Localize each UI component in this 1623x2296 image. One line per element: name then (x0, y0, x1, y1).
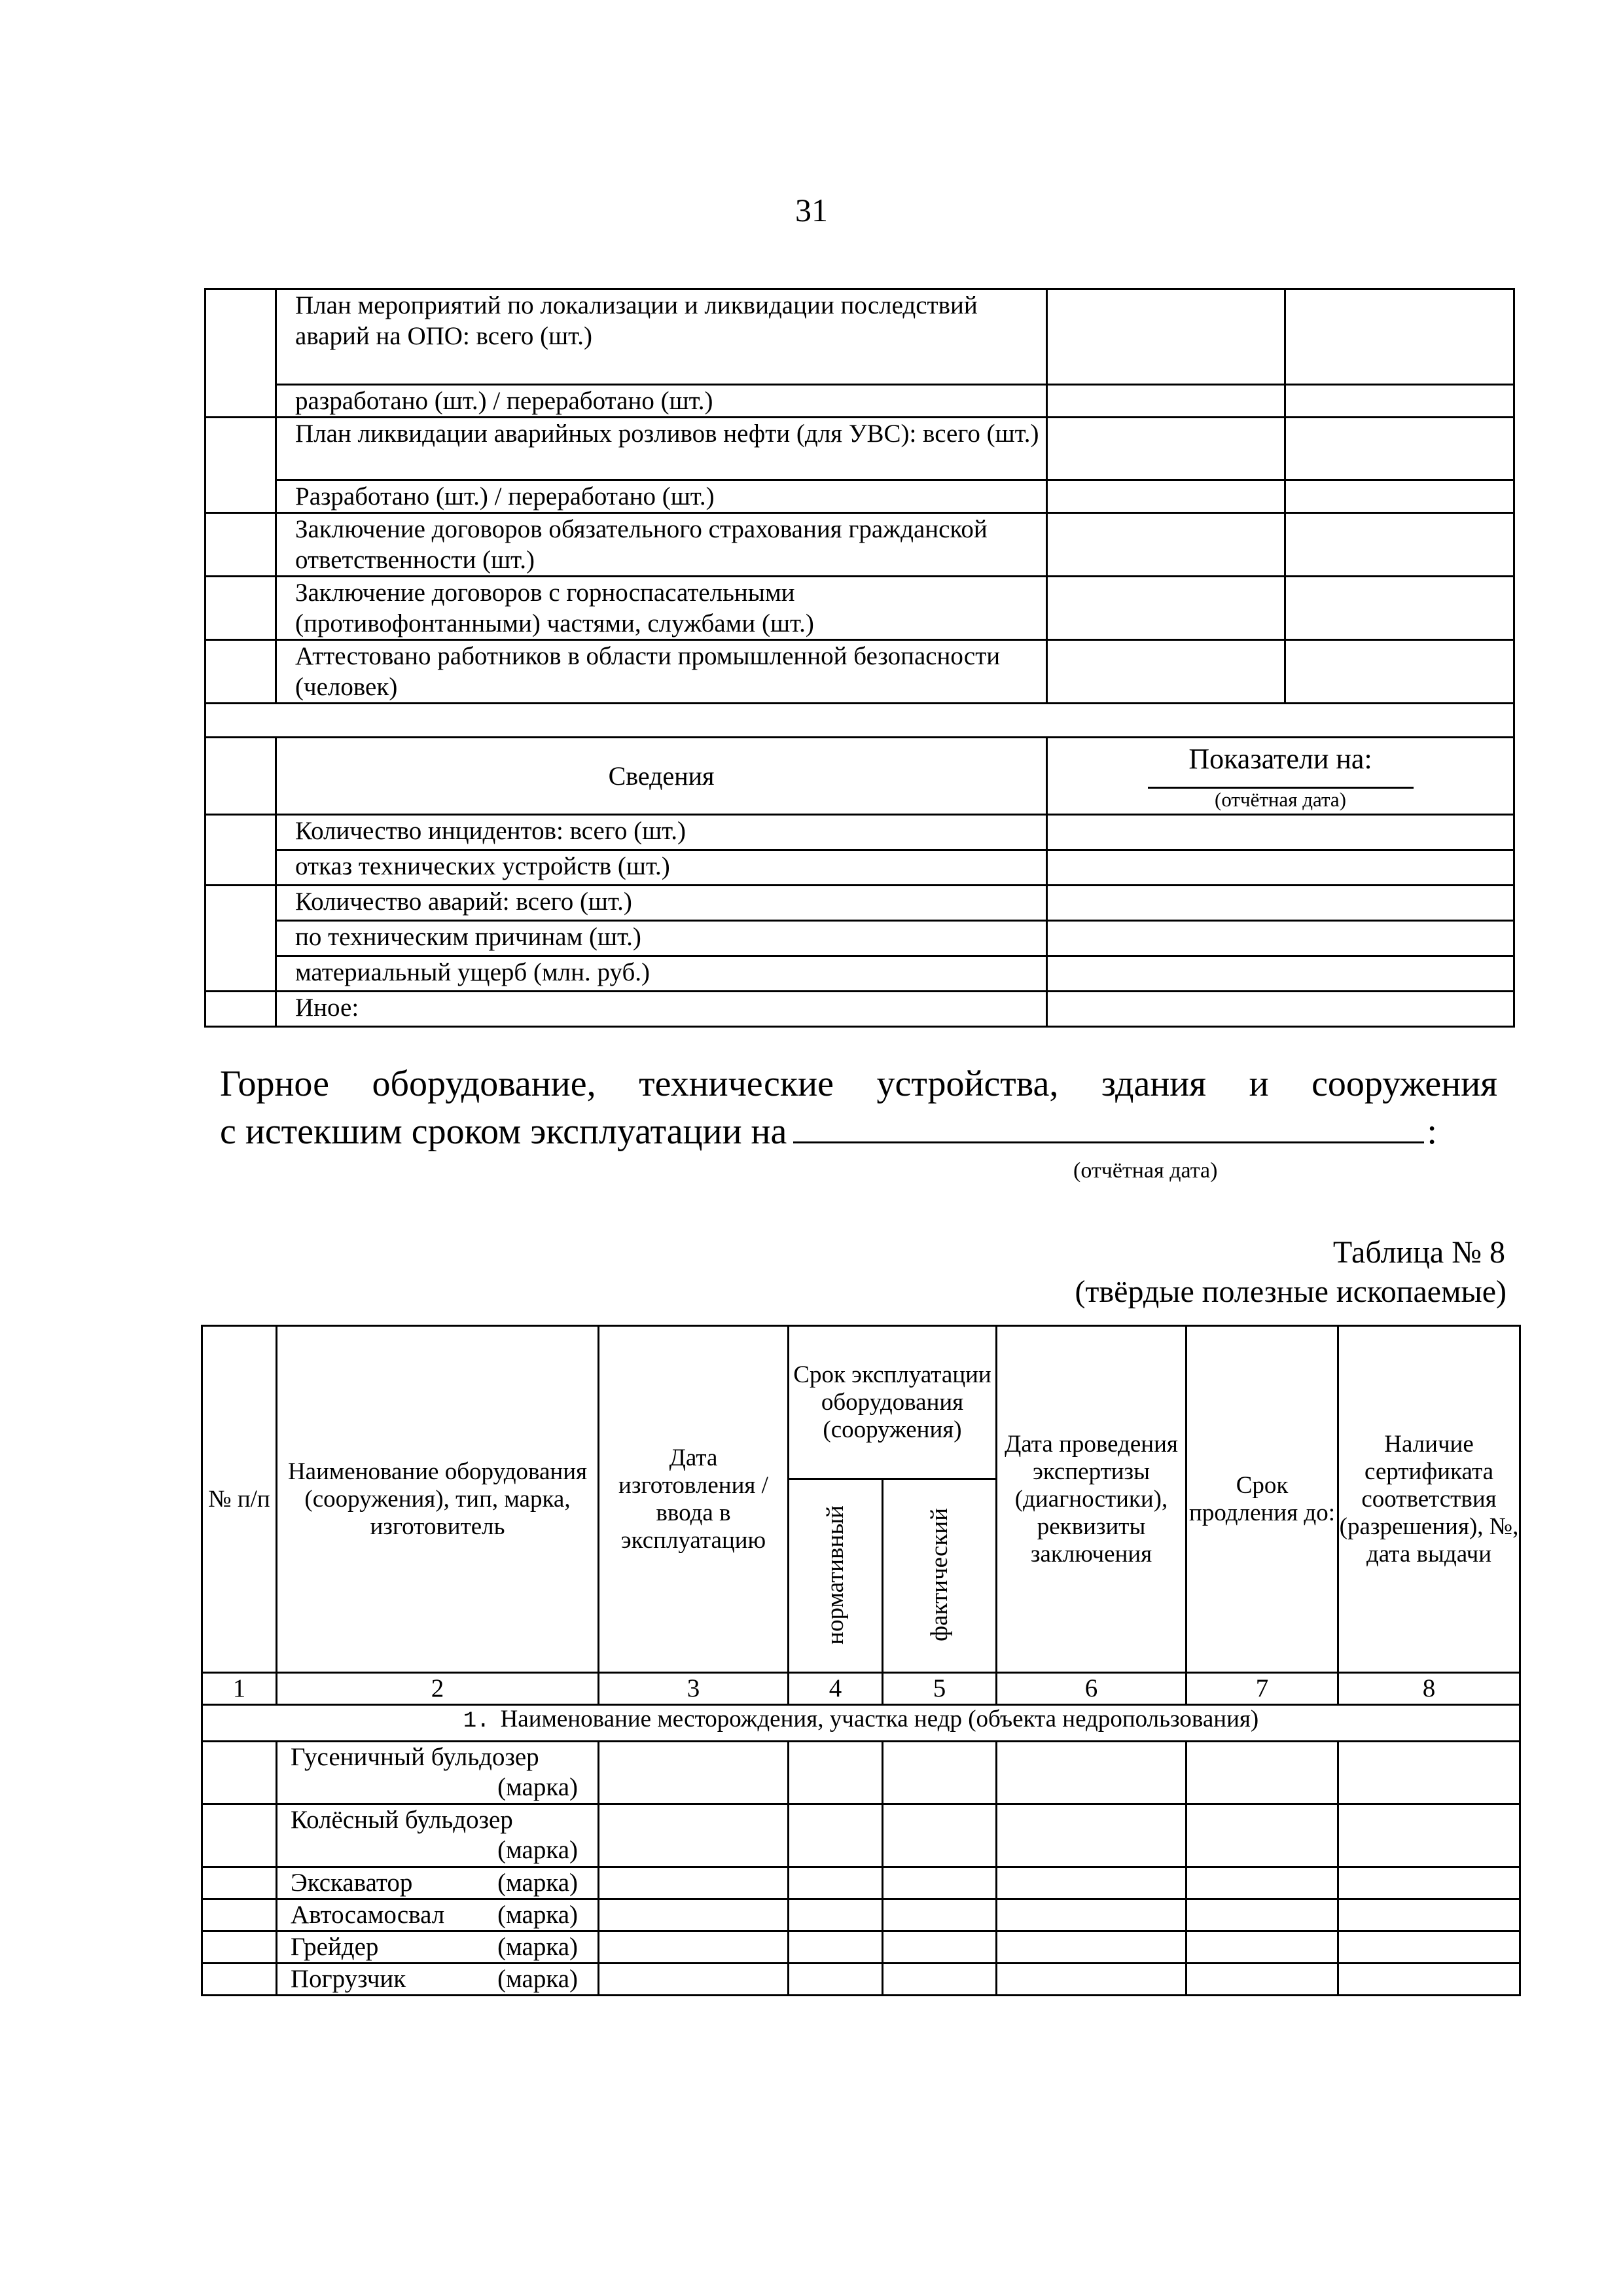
row-label: по техническим причинам (шт.) (276, 921, 1047, 956)
table-row (205, 480, 1514, 513)
row-label: Разработано (шт.) / переработано (шт.) (276, 480, 1047, 513)
item-brand: (марка) (497, 1773, 578, 1801)
table-row (205, 289, 1514, 385)
item-name-cell (277, 1804, 599, 1867)
value-cell[interactable] (1047, 956, 1514, 992)
table-row (205, 385, 1514, 418)
value-cell[interactable] (1047, 992, 1514, 1027)
section-heading-line2 (220, 1109, 1437, 1153)
report-date-caption: (отчётная дата) (1215, 788, 1346, 811)
heading-word: Горное (220, 1064, 329, 1104)
item-brand: (марка) (497, 1836, 578, 1864)
value-cell[interactable] (1047, 850, 1514, 886)
header-certificate: Наличие сертификата соответствия (разрешения), №, дата выдачи (1338, 1326, 1520, 1673)
heading-suffix: : (1427, 1111, 1437, 1152)
table-row (202, 1964, 1520, 1996)
svedeniya-header: Сведения (276, 738, 1047, 815)
table-cell[interactable] (789, 1964, 883, 1996)
heading-word: технические (639, 1064, 834, 1104)
table-cell[interactable] (599, 1964, 789, 1996)
item-name: Автосамосвал (291, 1901, 445, 1929)
item-name: Погрузчик (291, 1965, 406, 1993)
table-cell[interactable] (599, 1804, 789, 1867)
table-cell[interactable] (789, 1804, 883, 1867)
table-cell (202, 1742, 277, 1804)
table-cell (202, 1964, 277, 1996)
table-cell (205, 289, 276, 418)
table-cell (202, 1867, 277, 1899)
column-number: 6 (997, 1673, 1186, 1705)
table-cell (202, 1804, 277, 1867)
table-cell[interactable] (883, 1964, 997, 1996)
table-cell[interactable] (997, 1804, 1186, 1867)
equipment-table (201, 1325, 1521, 1996)
table-cell[interactable] (599, 1742, 789, 1804)
heading-word: устройства, (876, 1064, 1059, 1104)
table-cell (202, 1899, 277, 1931)
table-cell[interactable] (997, 1899, 1186, 1931)
table-cell[interactable] (1338, 1804, 1520, 1867)
table-cell[interactable] (1338, 1964, 1520, 1996)
item-name-cell (277, 1931, 599, 1964)
table-cell[interactable] (1186, 1742, 1338, 1804)
heading-word: оборудование, (372, 1064, 596, 1104)
row-label: Количество аварий: всего (шт.) (276, 886, 1047, 921)
header-num: № п/п (202, 1326, 277, 1673)
value-cell[interactable] (1047, 418, 1285, 480)
row-label: Аттестовано работников в области промышленной безопасности (человек) (276, 640, 1047, 704)
table-row (205, 513, 1514, 577)
table-cell[interactable] (883, 1742, 997, 1804)
row-label: План ликвидации аварийных розливов нефти (для УВС): всего (шт.) (276, 418, 1047, 480)
item-name: Колёсный бульдозер (291, 1806, 513, 1834)
table-header-row (202, 1326, 1520, 1479)
table-subtitle: (твёрдые полезные ископаемые) (1075, 1274, 1507, 1309)
section-title: Наименование месторождения, участка недр (объекта недропользования) (500, 1706, 1259, 1732)
table-cell[interactable] (599, 1899, 789, 1931)
table-row (205, 850, 1514, 886)
table-cell[interactable] (599, 1867, 789, 1899)
table-cell (205, 992, 276, 1027)
table-cell (205, 640, 276, 704)
header-extension: Срок продления до: (1186, 1326, 1338, 1673)
table-cell (1285, 704, 1514, 738)
date-blank-field[interactable] (793, 1109, 1424, 1143)
table-row (202, 1931, 1520, 1964)
item-name: Экскаватор (291, 1869, 413, 1897)
table-cell[interactable] (599, 1931, 789, 1964)
header-term-fact-cell (883, 1479, 997, 1673)
section-heading-line1 (220, 1063, 1497, 1105)
heading-word: здания (1101, 1064, 1207, 1104)
heading-date-caption: (отчётная дата) (1073, 1158, 1218, 1183)
table-cell (276, 704, 1047, 738)
table-row (202, 1899, 1520, 1931)
value-cell[interactable] (1285, 480, 1514, 513)
table-cell[interactable] (997, 1867, 1186, 1899)
row-label: разработано (шт.) / переработано (шт.) (276, 385, 1047, 418)
value-cell[interactable] (1047, 577, 1285, 640)
header-date: Дата изготовления / ввода в эксплуатацию (599, 1326, 789, 1673)
value-cell[interactable] (1285, 640, 1514, 704)
table-cell[interactable] (1186, 1867, 1338, 1899)
table-cell (205, 513, 276, 577)
section-row (202, 1705, 1520, 1742)
value-cell[interactable] (1047, 513, 1285, 577)
table-cell (205, 886, 276, 992)
table-cell[interactable] (1186, 1964, 1338, 1996)
table-cell[interactable] (883, 1899, 997, 1931)
table-row (205, 956, 1514, 992)
item-brand: (марка) (497, 1901, 578, 1929)
value-cell[interactable] (1047, 640, 1285, 704)
table-cell[interactable] (1338, 1931, 1520, 1964)
table-row (205, 640, 1514, 704)
pokazateli-title: Показатели на: (1188, 743, 1372, 775)
column-number: 3 (599, 1673, 789, 1705)
row-label: Заключение договоров обязательного страхования гражданской ответственности (шт.) (276, 513, 1047, 577)
value-cell[interactable] (1285, 577, 1514, 640)
value-cell[interactable] (1047, 289, 1285, 385)
pokazateli-header (1047, 738, 1514, 815)
row-label: Иное: (276, 992, 1047, 1027)
column-number-row (202, 1673, 1520, 1705)
item-name: Грейдер (291, 1933, 379, 1961)
column-number: 5 (883, 1673, 997, 1705)
value-cell[interactable] (1285, 513, 1514, 577)
table-cell[interactable] (789, 1899, 883, 1931)
table-row (205, 738, 1514, 815)
section-title-cell (202, 1705, 1520, 1742)
table-cell[interactable] (997, 1964, 1186, 1996)
table-cell (205, 577, 276, 640)
item-brand: (марка) (497, 1965, 578, 1993)
header-term-norm: нормативный (821, 1505, 849, 1645)
table-cell (205, 704, 276, 738)
header-term-fact: фактический (925, 1508, 953, 1641)
table-row (205, 886, 1514, 921)
column-number: 4 (789, 1673, 883, 1705)
value-cell[interactable] (1047, 921, 1514, 956)
column-number: 8 (1338, 1673, 1520, 1705)
table-row (205, 921, 1514, 956)
item-brand: (марка) (497, 1869, 578, 1897)
table-cell[interactable] (1186, 1931, 1338, 1964)
value-cell[interactable] (1047, 815, 1514, 850)
section-number: 1. (463, 1709, 490, 1734)
table-row (205, 418, 1514, 480)
table-cell (205, 418, 276, 513)
table-cell[interactable] (997, 1931, 1186, 1964)
heading-word: и (1249, 1064, 1269, 1104)
table-row (205, 815, 1514, 850)
heading-word: сооружения (1311, 1064, 1497, 1104)
table-cell[interactable] (1186, 1804, 1338, 1867)
table-cell[interactable] (1338, 1899, 1520, 1931)
item-name-cell (277, 1867, 599, 1899)
table-cell[interactable] (1338, 1742, 1520, 1804)
table-row (202, 1804, 1520, 1867)
item-name-cell (277, 1964, 599, 1996)
value-cell[interactable] (1285, 385, 1514, 418)
table-row (202, 1742, 1520, 1804)
item-name-cell (277, 1899, 599, 1931)
header-expertise: Дата проведения экспертизы (диагностики), реквизиты заключения (997, 1326, 1186, 1673)
table-row (202, 1867, 1520, 1899)
upper-table (204, 288, 1515, 1028)
row-label: материальный ущерб (млн. руб.) (276, 956, 1047, 992)
page-number: 31 (795, 192, 828, 228)
table-cell[interactable] (997, 1742, 1186, 1804)
table-cell[interactable] (1338, 1867, 1520, 1899)
value-cell[interactable] (1047, 385, 1285, 418)
table-title: Таблица № 8 (1332, 1235, 1505, 1270)
table-row (205, 704, 1514, 738)
item-name: Гусеничный бульдозер (291, 1743, 539, 1771)
table-cell (1047, 704, 1285, 738)
row-label: отказ технических устройств (шт.) (276, 850, 1047, 886)
item-name-cell (277, 1742, 599, 1804)
row-label: Количество инцидентов: всего (шт.) (276, 815, 1047, 850)
table-cell[interactable] (883, 1867, 997, 1899)
header-term: Срок эксплуатации оборудования (сооружения) (789, 1326, 997, 1479)
table-cell (205, 815, 276, 886)
value-cell[interactable] (1047, 886, 1514, 921)
table-cell[interactable] (789, 1931, 883, 1964)
value-cell[interactable] (1285, 289, 1514, 385)
table-cell[interactable] (789, 1867, 883, 1899)
header-term-norm-cell (789, 1479, 883, 1673)
table-row (205, 577, 1514, 640)
heading-prefix: с истекшим сроком эксплуатации на (220, 1111, 787, 1152)
table-cell (205, 738, 276, 815)
column-number: 2 (277, 1673, 599, 1705)
item-brand: (марка) (497, 1933, 578, 1961)
value-cell[interactable] (1285, 418, 1514, 480)
table-cell[interactable] (1186, 1899, 1338, 1931)
table-row (205, 992, 1514, 1027)
header-name: Наименование оборудования (сооружения), тип, марка, изготовитель (277, 1326, 599, 1673)
row-label: План мероприятий по локализации и ликвидации последствий аварий на ОПО: всего (шт.) (276, 289, 1047, 385)
row-label: Заключение договоров с горноспасательными (противофонтанными) частями, службами (шт.) (276, 577, 1047, 640)
table-cell[interactable] (883, 1931, 997, 1964)
table-cell[interactable] (789, 1742, 883, 1804)
column-number: 1 (202, 1673, 277, 1705)
table-cell (202, 1931, 277, 1964)
column-number: 7 (1186, 1673, 1338, 1705)
value-cell[interactable] (1047, 480, 1285, 513)
table-cell[interactable] (883, 1804, 997, 1867)
